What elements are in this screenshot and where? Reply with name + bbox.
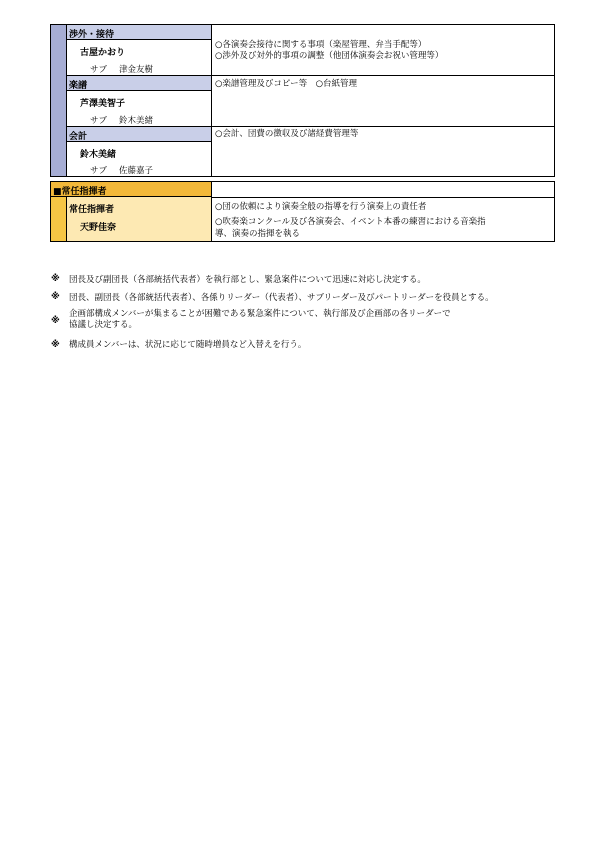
note-mark: ※ (51, 340, 60, 350)
category-label: 楽譜 (69, 81, 88, 91)
duty-text: ○団の依頼により演奏全般の指導を行う演奏上の責任者 (215, 202, 427, 212)
table-divider (66, 197, 67, 241)
conductor-name: 天野佳奈 (80, 223, 117, 233)
sub-name: 佐藤嘉子 (119, 166, 154, 176)
leader-name: 古屋かおり (80, 48, 126, 58)
sub-label: サブ (90, 116, 108, 126)
conductor-role: 常任指揮者 (69, 205, 115, 215)
sub-label: サブ (90, 166, 108, 176)
category-label: 渉外・接待 (69, 30, 115, 40)
table-divider (67, 141, 211, 142)
leader-name: 鈴木美緒 (80, 150, 117, 160)
section-color-bar (51, 25, 66, 176)
duty-text: ○楽譜管理及びコピー等 ○台紙管理 (215, 79, 357, 89)
note-text: 団長、副団長（各部統括代表者）、各係りリーダー（代表者）、サブリーダー及びパートリーダーを役員とする。 (69, 293, 494, 303)
note-text: 企画部構成メンバーが集まることが困難である緊急案件について、執行部及び企画部の各リーダーで (69, 309, 451, 319)
note-mark: ※ (51, 316, 60, 326)
note-text: 構成員メンバーは、状況に応じて随時増員など入替えを行う。 (69, 340, 307, 350)
sub-name: 津金友樹 (119, 65, 154, 75)
duty-text: ○各演奏会接待に関する事項（楽屋管理、弁当手配等） (215, 40, 427, 50)
duty-text: ○吹奏楽コンクール及び各演奏会、イベント本番の練習における音楽指 (215, 217, 486, 227)
conductor-header: ■常任指揮者 (53, 187, 107, 197)
note-mark: ※ (51, 292, 60, 302)
category-cell (67, 76, 211, 90)
duty-text: 導、演奏の指揮を執る (215, 229, 301, 239)
table-divider (66, 25, 67, 176)
leader-name: 芦澤美智子 (80, 99, 126, 109)
sub-name: 鈴木美緒 (119, 116, 154, 126)
category-cell (67, 127, 211, 141)
section-color-bar (51, 197, 66, 241)
note-text: 協議し決定する。 (69, 320, 138, 330)
sub-label: サブ (90, 65, 108, 75)
table-divider (211, 182, 212, 241)
duty-text: ○渉外及び対外的事項の調整（他団体演奏会お祝い管理等） (215, 51, 444, 61)
note-text: 団長及び副団長（各部統括代表者）を執行部とし、緊急案件について迅速に対応し決定する。 (69, 275, 426, 285)
table-divider (67, 90, 211, 91)
table-divider (211, 25, 212, 176)
category-label: 会計 (69, 132, 88, 142)
duty-text: ○会計、団費の徴収及び諸経費管理等 (215, 129, 359, 139)
note-mark: ※ (51, 274, 60, 284)
